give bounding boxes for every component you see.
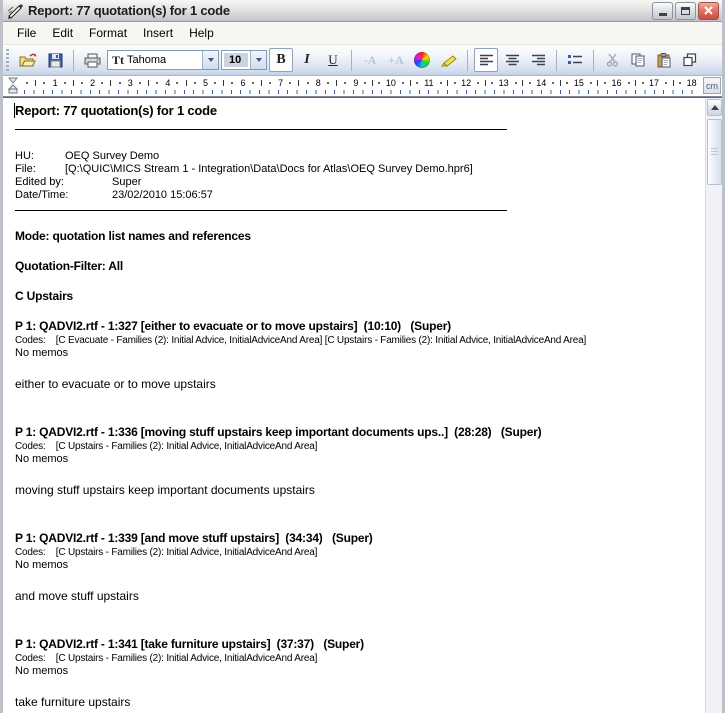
ruler-segment xyxy=(474,77,512,89)
indent-marker-icon[interactable] xyxy=(8,77,18,94)
divider-line xyxy=(15,210,507,211)
quotation-filter-line: Quotation-Filter: All xyxy=(15,259,124,273)
text-caret xyxy=(14,103,15,118)
print-button[interactable] xyxy=(80,48,105,72)
cut-icon xyxy=(606,53,619,67)
paste-button[interactable] xyxy=(652,48,676,72)
ruler-number: 9 xyxy=(353,78,359,88)
ruler-segment xyxy=(399,77,437,89)
duplicate-icon xyxy=(683,53,697,67)
ruler-segment xyxy=(625,77,663,89)
quotation-memos: No memos xyxy=(15,559,69,571)
ruler-number: 5 xyxy=(202,78,208,88)
scroll-up-icon[interactable] xyxy=(707,99,722,116)
report-title: Report: 77 quotation(s) for 1 code xyxy=(15,103,217,118)
ruler-segment xyxy=(437,77,475,89)
file-header xyxy=(15,150,705,202)
ruler-number: 2 xyxy=(90,78,96,88)
italic-icon: I xyxy=(304,52,310,67)
ruler-number: 4 xyxy=(165,78,171,88)
save-icon xyxy=(48,53,63,68)
ruler-segment xyxy=(173,77,211,89)
quotation-codes: Codes: [C Upstairs - Families (2): Initial Advice, InitialAdviceAnd Area] xyxy=(15,653,318,664)
quotation-block xyxy=(15,319,705,391)
paste-icon xyxy=(657,53,671,68)
ruler-number: 14 xyxy=(536,78,547,88)
toolbar-grip[interactable] xyxy=(6,49,9,71)
ruler-segment xyxy=(361,77,399,89)
ruler-segment xyxy=(23,77,61,89)
menu-item-file[interactable]: File xyxy=(17,26,37,40)
title-bar[interactable] xyxy=(3,0,722,22)
save-button[interactable] xyxy=(43,48,67,72)
align-left-button[interactable] xyxy=(474,48,498,72)
report-pen-icon xyxy=(7,3,24,19)
ruler-segment xyxy=(61,77,99,89)
cut-button xyxy=(600,48,624,72)
print-icon xyxy=(84,53,101,68)
duplicate-button[interactable] xyxy=(678,48,702,72)
quotation-list xyxy=(15,319,705,709)
underline-button[interactable] xyxy=(321,48,345,72)
font-size-select[interactable] xyxy=(221,50,267,70)
highlight-button[interactable] xyxy=(436,48,461,72)
ruler[interactable] xyxy=(3,76,722,97)
header-label: Date/Time: xyxy=(15,189,69,201)
decrease-font-button xyxy=(358,48,382,72)
code-heading: C Upstairs xyxy=(15,289,74,303)
header-value: [Q:\QUIC\MICS Stream 1 - Integration\Data\Docs for Atlas\OEQ Survey Demo.hpr6] xyxy=(65,163,473,175)
ruler-scale xyxy=(23,77,702,89)
menu-item-format[interactable]: Format xyxy=(89,26,128,40)
header-value: Super xyxy=(112,176,142,188)
ruler-number: 7 xyxy=(278,78,284,88)
header-label: HU: xyxy=(15,150,34,162)
font-family-dropdown-arrow[interactable] xyxy=(202,51,218,69)
ruler-segment xyxy=(512,77,550,89)
ruler-number: 12 xyxy=(461,78,472,88)
ruler-number: 16 xyxy=(611,78,622,88)
quotation-memos: No memos xyxy=(15,347,69,359)
font-glyph-icon: Tt xyxy=(112,52,124,67)
align-left-icon xyxy=(480,54,493,66)
ruler-number: 1 xyxy=(52,78,58,88)
ruler-number: 10 xyxy=(385,78,396,88)
ruler-tick-strip xyxy=(24,90,698,94)
quotation-heading: P 1: QADVI2.rtf - 1:327 [either to evacuate or to move upstairs] (10:10) (Super) xyxy=(15,319,451,333)
ruler-segment xyxy=(98,77,136,89)
font-family-select[interactable] xyxy=(107,50,219,70)
bold-button[interactable] xyxy=(269,48,293,72)
quotation-text: either to evacuate or to move upstairs xyxy=(15,377,216,391)
vertical-scrollbar[interactable] xyxy=(705,98,722,713)
quotation-block xyxy=(15,425,705,497)
file-header-row xyxy=(15,176,705,189)
ruler-segment xyxy=(662,77,700,89)
mode-line: Mode: quotation list names and references xyxy=(15,229,251,243)
document-content[interactable] xyxy=(3,98,705,713)
quotation-codes: Codes: [C Evacuate - Families (2): Initial Advice, InitialAdviceAnd Area] [C Upstairs - Families (2): Initial Advice, InitialAdviceAnd Area] xyxy=(15,335,587,346)
quotation-heading: P 1: QADVI2.rtf - 1:339 [and move stuff upstairs] (34:34) (Super) xyxy=(15,531,373,545)
font-color-icon xyxy=(414,52,430,68)
divider-line xyxy=(15,129,507,130)
document-area xyxy=(3,97,722,713)
quotation-codes: Codes: [C Upstairs - Families (2): Initial Advice, InitialAdviceAnd Area] xyxy=(15,547,318,558)
bullet-list-button[interactable] xyxy=(563,48,587,72)
header-value: 23/02/2010 15:06:57 xyxy=(112,189,213,201)
font-family-value: Tahoma xyxy=(127,54,167,66)
file-header-row xyxy=(15,150,705,163)
quotation-memos: No memos xyxy=(15,665,69,677)
minimize-icon[interactable] xyxy=(652,2,673,20)
underline-icon: U xyxy=(328,52,338,67)
font-size-value: 10 xyxy=(224,53,248,67)
font-color-button[interactable] xyxy=(410,48,434,72)
ruler-number: 15 xyxy=(573,78,584,88)
window-title: Report: 77 quotation(s) for 1 code xyxy=(28,3,230,18)
close-icon[interactable] xyxy=(698,2,719,20)
ruler-segment xyxy=(136,77,174,89)
header-label: Edited by: xyxy=(15,176,64,188)
ruler-number: 13 xyxy=(498,78,509,88)
quotation-heading: P 1: QADVI2.rtf - 1:341 [take furniture upstairs] (37:37) (Super) xyxy=(15,637,364,651)
copy-button[interactable] xyxy=(626,48,650,72)
ruler-number: 17 xyxy=(649,78,660,88)
ruler-segment xyxy=(587,77,625,89)
ruler-segment xyxy=(211,77,249,89)
quotation-text: take furniture upstairs xyxy=(15,695,131,709)
ruler-number: 3 xyxy=(127,78,133,88)
align-right-icon xyxy=(532,54,545,66)
align-center-icon xyxy=(506,54,519,66)
quotation-text: moving stuff upstairs keep important documents upstairs xyxy=(15,483,315,497)
ruler-segment xyxy=(286,77,324,89)
quotation-heading: P 1: QADVI2.rtf - 1:336 [moving stuff upstairs keep important documents ups..] (28:28) (Super) xyxy=(15,425,542,439)
file-header-row xyxy=(15,189,705,202)
quotation-block xyxy=(15,637,705,709)
header-value: OEQ Survey Demo xyxy=(65,150,160,162)
ruler-number: 18 xyxy=(686,78,697,88)
scrollbar-thumb[interactable] xyxy=(707,119,722,185)
menu-item-edit[interactable]: Edit xyxy=(52,26,74,40)
copy-icon xyxy=(631,53,645,67)
ruler-number: 8 xyxy=(315,78,321,88)
ruler-segment xyxy=(324,77,362,89)
font-size-dropdown-arrow[interactable] xyxy=(250,51,266,69)
menu-item-insert[interactable]: Insert xyxy=(143,26,174,40)
file-header-row xyxy=(15,163,705,176)
header-label: File: xyxy=(15,163,36,175)
open-icon xyxy=(19,53,37,68)
open-button[interactable] xyxy=(15,48,41,72)
menu-bar xyxy=(3,22,722,45)
align-right-button[interactable] xyxy=(526,48,550,72)
window-controls xyxy=(652,2,719,20)
ruler-number: 6 xyxy=(240,78,246,88)
bullet-list-icon xyxy=(568,54,582,66)
quotation-codes: Codes: [C Upstairs - Families (2): Initial Advice, InitialAdviceAnd Area] xyxy=(15,441,318,452)
italic-button[interactable] xyxy=(295,48,319,72)
ruler-segment xyxy=(549,77,587,89)
ruler-segment xyxy=(249,77,287,89)
align-center-button[interactable] xyxy=(500,48,524,72)
quotation-memos: No memos xyxy=(15,453,69,465)
increase-font-button xyxy=(384,48,408,72)
maximize-icon[interactable] xyxy=(675,2,696,20)
quotation-block xyxy=(15,531,705,603)
ruler-unit-badge: cm xyxy=(703,77,721,94)
decrease-font-icon: -A xyxy=(363,52,377,67)
quotation-text: and move stuff upstairs xyxy=(15,589,139,603)
menu-item-help[interactable]: Help xyxy=(189,26,214,40)
ruler-number: 11 xyxy=(424,78,434,88)
bold-icon: B xyxy=(276,52,286,67)
highlight-icon xyxy=(440,54,457,67)
increase-font-icon: +A xyxy=(388,52,404,67)
toolbar xyxy=(3,45,722,76)
